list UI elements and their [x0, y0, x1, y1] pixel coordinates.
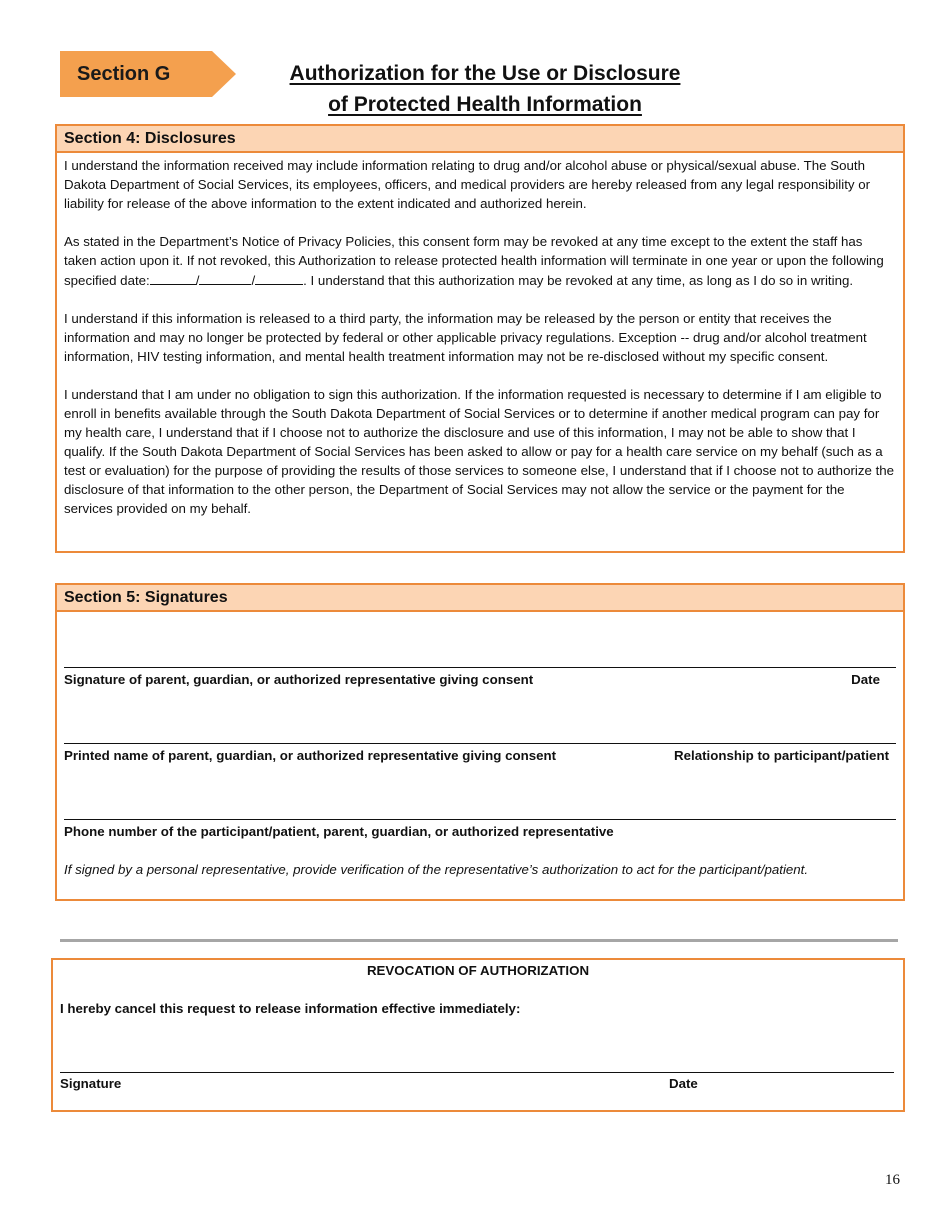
- revocation-writing-text: . I understand that this authorization may be revoked at any time, as long as I do so in writing.: [303, 273, 854, 288]
- section-5-box: [55, 583, 905, 901]
- revocation-statement: I hereby cancel this request to release information effective immediately:: [60, 1001, 521, 1016]
- section-5-heading: Section 5: Signatures: [57, 585, 903, 612]
- page-title: [260, 58, 710, 120]
- relationship-label: Relationship to participant/patient: [674, 748, 889, 763]
- disclosure-paragraph-1: I understand the information received may include information relating to drug and/or alcohol abuse or physical/sexual abuse. The South Dakota Department of Social Services, its employees, officers, and medical providers are hereby released from any legal responsibility or liability for release of the above information to the extent indicated and authorized herein.: [64, 158, 871, 211]
- date-day-blank[interactable]: [199, 270, 251, 285]
- disclosure-paragraph-4: I understand that I am under no obligation to sign this authorization. If the information requested is necessary to determine if I am eligible to enroll in benefits available through the South Dakota Department of Social Services or to determine if another medical program can pay for my health care, I understand that if I choose not to authorize the disclosure and use of this information, I may not be able to show that I qualify. If the South Dakota Department of Social Services has been asked to allow or pay for a health care service on my behalf (such as a test or evaluation) for the purpose of providing the results of those services to someone else, I understand that if I choose not to authorize the disclosure of that information to the other person, the Department of Social Services may not allow the service or the payment for the services provided on my behalf.: [64, 387, 895, 516]
- phone-label: Phone number of the participant/patient, parent, guardian, or authorized representative: [64, 824, 614, 839]
- section-4-heading: Section 4: Disclosures: [57, 126, 903, 153]
- revocation-box: [51, 958, 905, 1112]
- revocation-title: REVOCATION OF AUTHORIZATION: [366, 963, 590, 978]
- signature-date-label: Date: [851, 672, 880, 687]
- representative-note: If signed by a personal representative, provide verification of the representative’s authorization to act for the participant/patient.: [64, 862, 809, 877]
- printed-name-line[interactable]: [64, 743, 896, 744]
- signature-label: Signature of parent, guardian, or authorized representative giving consent: [64, 672, 534, 687]
- revocation-signature-label: Signature: [60, 1076, 122, 1091]
- revocation-signature-line[interactable]: [60, 1072, 894, 1073]
- date-separator-1: /: [195, 273, 200, 288]
- section-tag: [60, 51, 212, 97]
- phone-line[interactable]: [64, 819, 896, 820]
- section-tag-label: Section G: [77, 62, 171, 85]
- signature-line[interactable]: [64, 667, 896, 668]
- printed-name-label: Printed name of parent, guardian, or authorized representative giving consent: [64, 748, 557, 763]
- signature-area: [57, 612, 903, 897]
- revocation-date-label: Date: [669, 1076, 698, 1091]
- divider: [60, 939, 898, 942]
- section-4-body: [57, 153, 903, 518]
- revocation-terms-text: As stated in the Department’s Notice of Privacy Policies, this consent form may be revoked at any time except to the extent the staff has taken action upon it. If not revoked, this Authorization to release protected health information will terminate in one year or upon the following specified date:: [64, 234, 884, 288]
- date-month-blank[interactable]: [150, 270, 196, 285]
- date-year-blank[interactable]: [255, 270, 303, 285]
- disclosure-paragraph-3: I understand if this information is released to a third party, the information may be released by the person or entity that receives the information and may no longer be protected by federal or other applicable privacy regulations. Exception -- drug and/or alcohol treatment information, HIV testing information, and mental health treatment information may not be re-disclosed without my specific consent.: [64, 311, 867, 364]
- page-number: 16: [885, 1172, 900, 1188]
- date-separator-2: /: [251, 273, 256, 288]
- title-line-2: of Protected Health Information: [328, 93, 642, 116]
- title-line-1: Authorization for the Use or Disclosure: [289, 62, 681, 85]
- disclosure-paragraph-2: [64, 232, 896, 290]
- section-4-box: [55, 124, 905, 553]
